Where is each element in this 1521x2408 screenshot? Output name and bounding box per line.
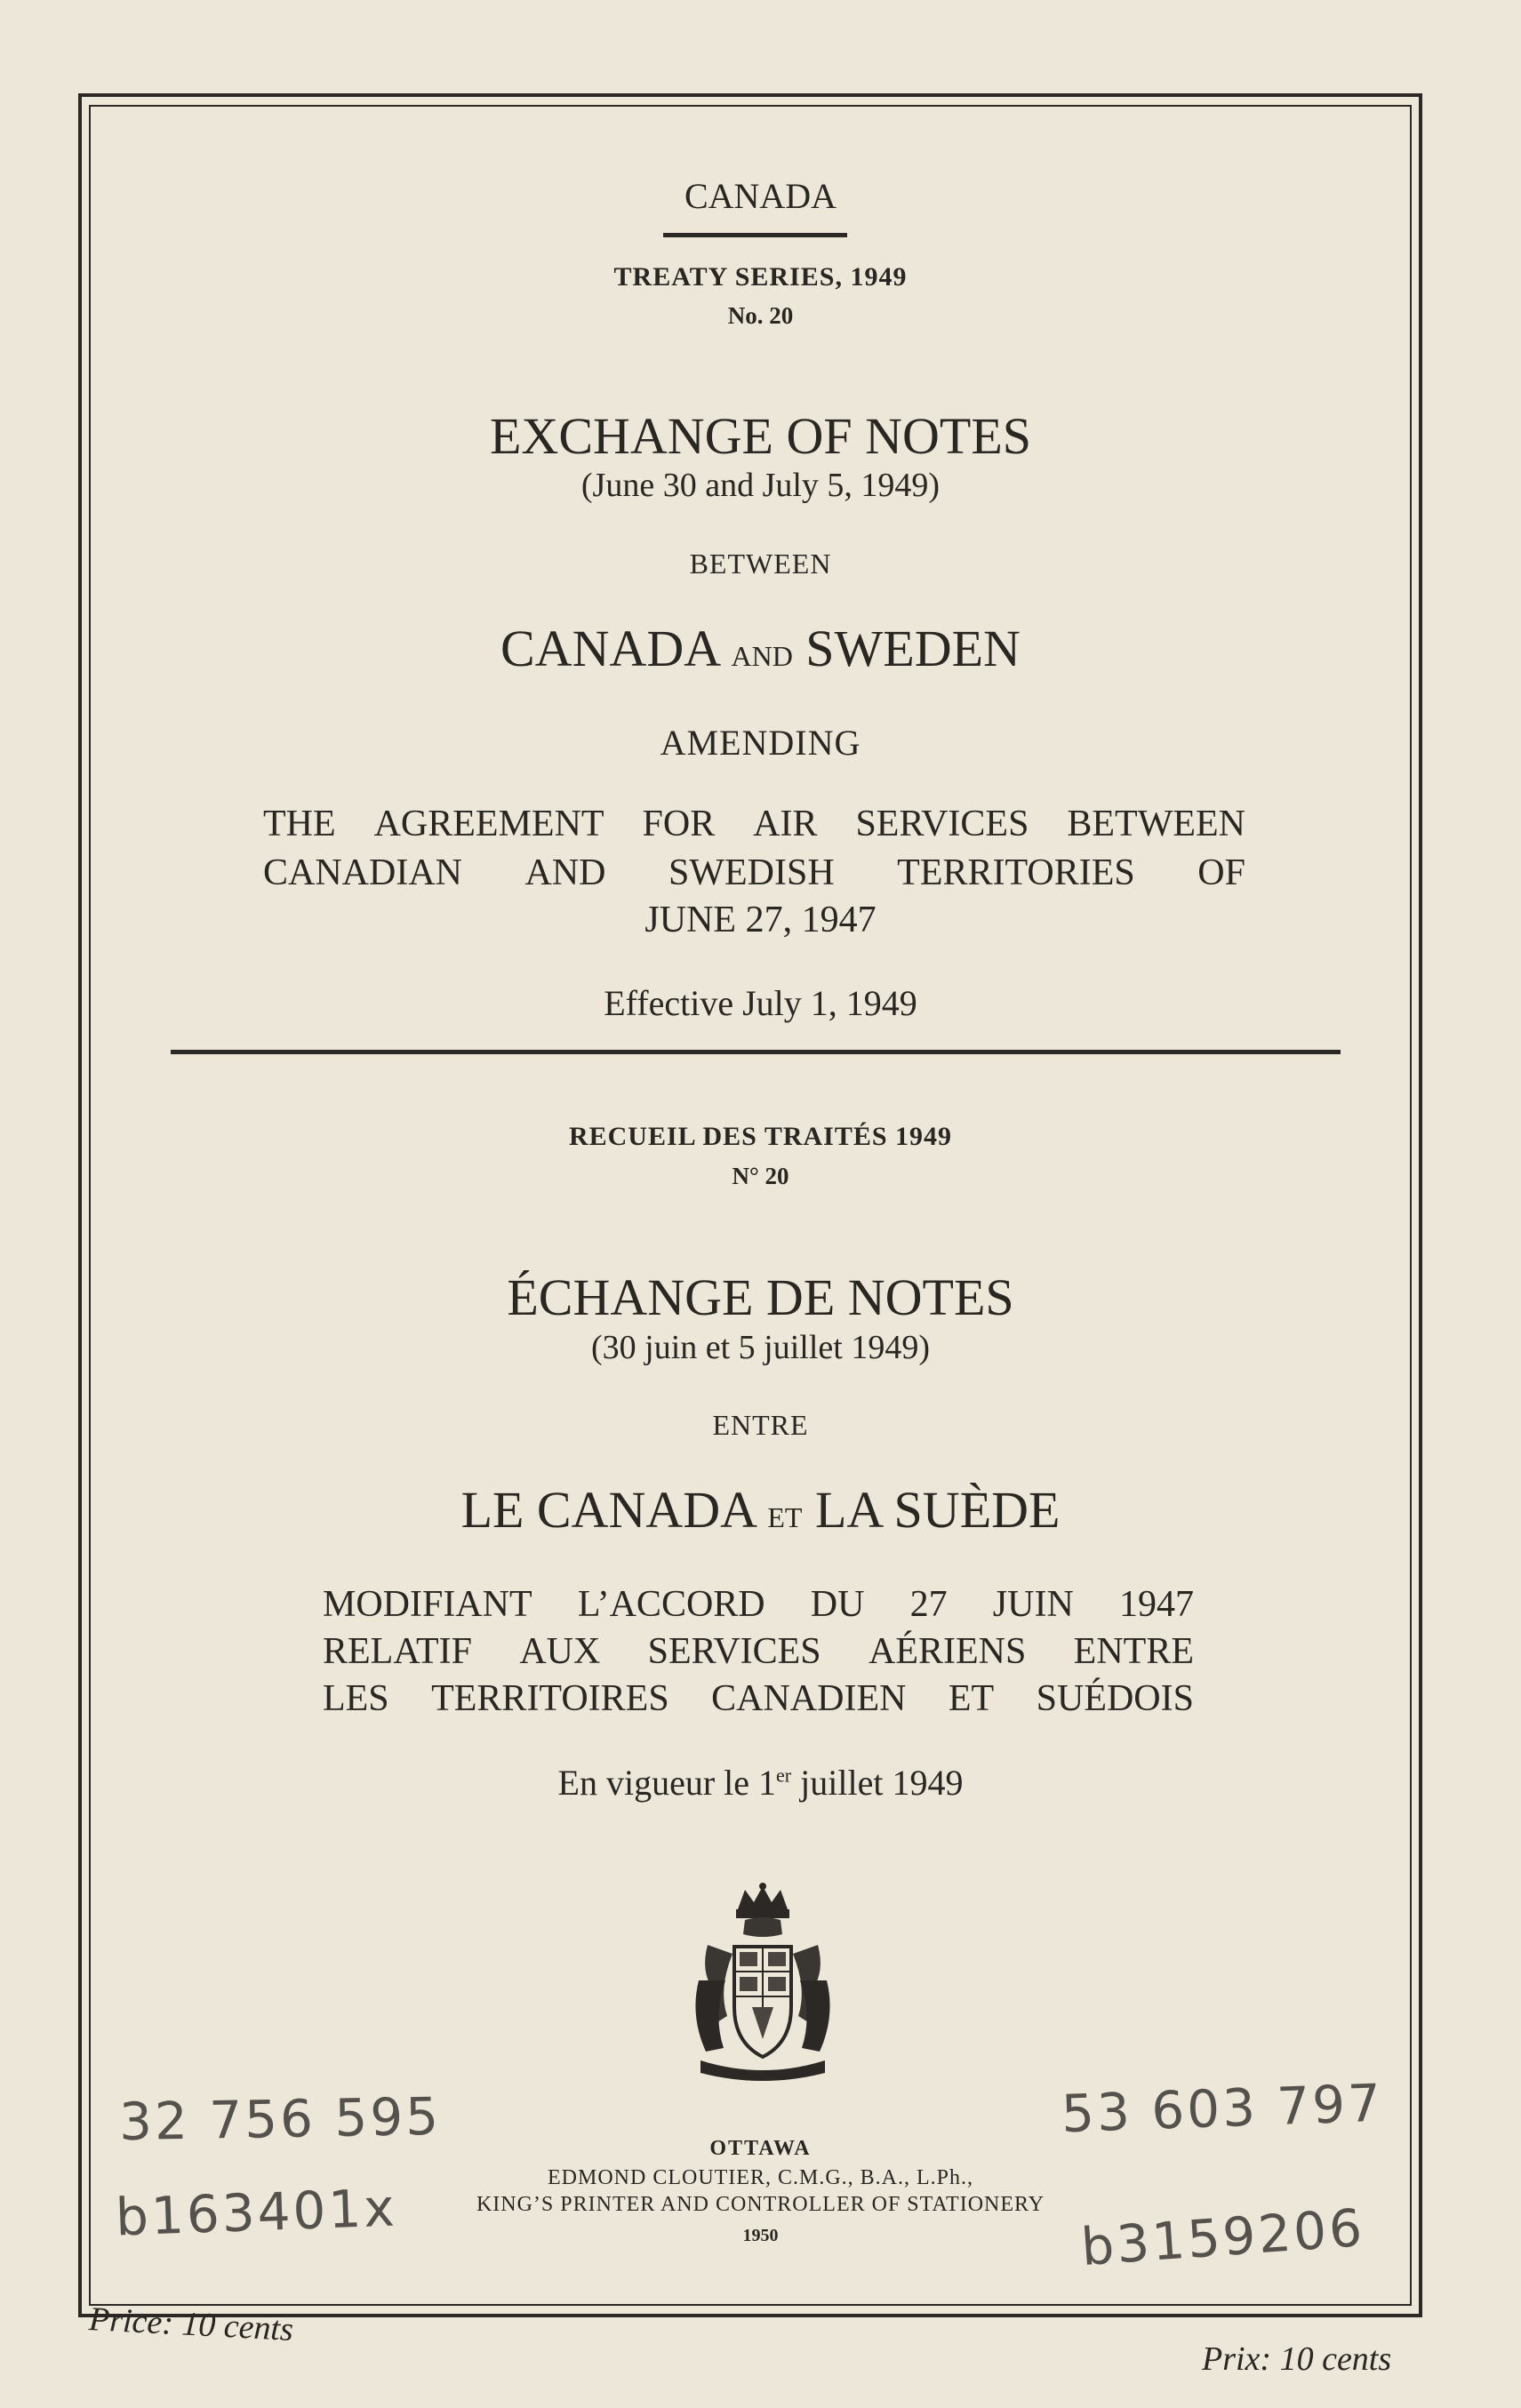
word: FOR [642,804,716,844]
word: SERVICES [855,804,1029,844]
word: AÉRIENS [869,1631,1027,1672]
word: LES [323,1678,389,1719]
word: MODIFIANT [323,1584,532,1625]
word: ET [948,1678,995,1719]
recueil-series: RECUEIL DES TRAITÉS 1949 [568,1122,953,1151]
english-dates: (June 30 and July 5, 1949) [580,467,941,504]
french-dates: (30 juin et 5 juillet 1949) [590,1329,930,1366]
french-agreement-line-2 [323,1633,1194,1670]
word: JUIN [992,1584,1074,1625]
word: BETWEEN [1067,804,1245,844]
imprint-printer: EDMOND CLOUTIER, C.M.G., B.A., L.Ph., [547,2166,973,2189]
handwritten-number-left-bottom: b163401x [114,2177,398,2248]
word: OF [1197,852,1245,893]
english-effective: Effective July 1, 1949 [604,983,917,1023]
treaty-series: TREATY SERIES, 1949 [613,262,908,292]
et-word: ET [767,1501,803,1533]
word: CANADIEN [711,1678,907,1719]
french-effective [0,1765,1521,1801]
effective-superscript: er [776,1764,792,1787]
word: 27 [909,1584,948,1625]
price-french: Prix: 10 cents [1202,2340,1392,2378]
word: SWEDISH [668,852,835,893]
word: AGREEMENT [373,804,604,844]
canadian-coat-of-arms-icon [683,1883,843,2087]
english-agreement-line-2 [263,854,1245,892]
section-divider [171,1050,1341,1054]
price-english: Price: 10 cents [88,2300,294,2348]
imprint-city: OTTAWA [709,2137,812,2160]
english-amending: AMENDING [660,723,861,763]
word: RELATIF [323,1631,472,1672]
word: DU [810,1584,865,1625]
imprint-title: KING’S PRINTER AND CONTROLLER OF STATIONERY [476,2193,1045,2216]
french-parties [0,1481,1521,1539]
english-agreement-line-1 [263,805,1245,843]
french-agreement-line-3 [323,1680,1194,1717]
english-title: EXCHANGE OF NOTES [490,407,1031,465]
word: AIR [753,804,818,844]
recueil-number: N° 20 [732,1163,789,1189]
effective-text-end: juillet 1949 [791,1763,964,1803]
word: TERRITORIES [897,852,1135,893]
party-le-canada: LE CANADA [460,1481,755,1539]
effective-text: En vigueur le 1 [557,1763,777,1803]
english-between: BETWEEN [689,548,832,580]
handwritten-number-right-bottom: b3159206 [1079,2196,1367,2278]
imprint-year: 1950 [742,2226,779,2245]
word: 1947 [1118,1584,1194,1625]
party-sweden: SWEDEN [805,620,1021,677]
word: THE [263,804,336,844]
party-la-suede: LA SUÈDE [814,1481,1061,1539]
country-underline [663,233,847,237]
word: AUX [519,1631,601,1672]
party-canada: CANADA [500,620,718,677]
treaty-number: No. 20 [727,302,794,329]
french-title: ÉCHANGE DE NOTES [507,1268,1014,1326]
word: CANADIAN [263,852,462,893]
country-heading: CANADA [684,176,837,216]
handwritten-number-left-top: 32 756 595 [118,2085,442,2153]
and-word: AND [731,640,793,672]
handwritten-number-right-top: 53 603 797 [1060,2072,1385,2145]
english-parties [0,620,1521,677]
word: SUÉDOIS [1036,1678,1194,1719]
word: ENTRE [1073,1631,1194,1672]
word: SERVICES [647,1631,821,1672]
english-agreement-line-3: JUNE 27, 1947 [644,900,877,940]
french-agreement-line-1 [323,1586,1194,1623]
word: TERRITOIRES [431,1678,669,1719]
word: AND [524,852,606,893]
word: L’ACCORD [577,1584,765,1625]
french-between: ENTRE [712,1409,809,1441]
